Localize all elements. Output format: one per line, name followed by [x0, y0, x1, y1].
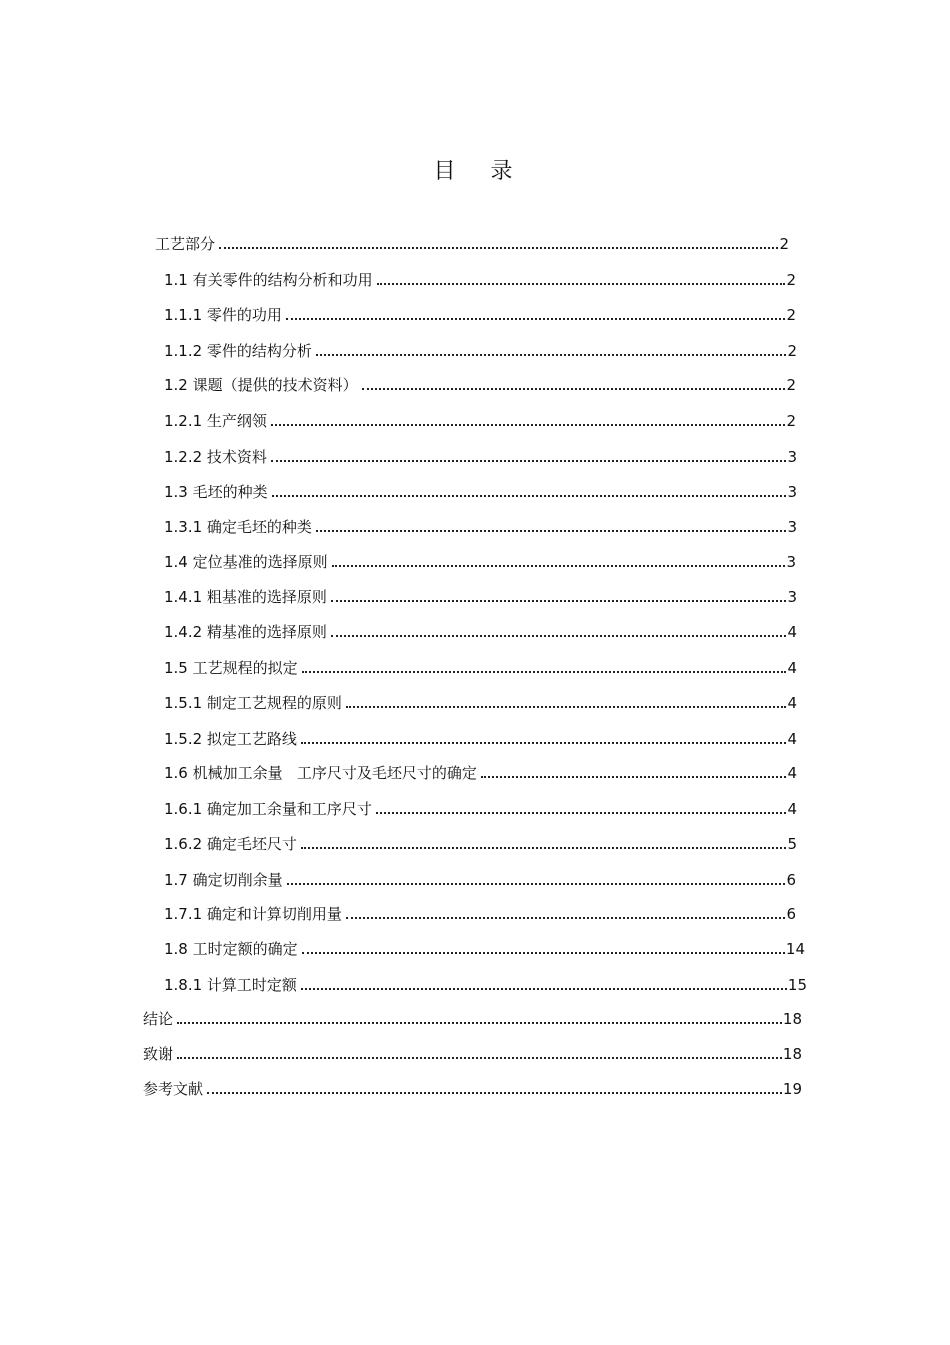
toc-title: 目 录	[433, 159, 527, 184]
toc-entry-label: 1.6.1 确定加工余量和工序尺寸	[164, 800, 372, 818]
dot-leader	[316, 354, 787, 356]
toc-entry[interactable]	[164, 729, 797, 749]
toc-entry[interactable]	[164, 834, 797, 854]
toc-entry-page: 4	[787, 764, 797, 782]
toc-entry-page: 6	[786, 871, 796, 889]
dot-leader	[331, 600, 787, 602]
toc-entry-label: 1.2 课题（提供的技术资料）	[164, 376, 358, 394]
toc-entry-label: 1.8 工时定额的确定	[164, 940, 298, 958]
toc-entry-label: 1.5.1 制定工艺规程的原则	[164, 694, 342, 712]
toc-entry[interactable]	[164, 375, 796, 395]
toc-entry-page: 15	[787, 976, 807, 994]
toc-entry-label: 1.2.1 生产纲领	[164, 412, 267, 430]
toc-entry-page: 14	[785, 940, 805, 958]
toc-entry-page: 2	[787, 342, 797, 360]
toc-entry-page: 6	[786, 905, 796, 923]
dot-leader	[332, 565, 786, 567]
toc-entry[interactable]	[164, 658, 797, 678]
toc-entry-page: 2	[779, 235, 789, 253]
toc-entry-label: 1.7 确定切削余量	[164, 871, 283, 889]
dot-leader	[271, 424, 786, 426]
dot-leader	[287, 883, 786, 885]
toc-entry-page: 18	[782, 1045, 802, 1063]
toc-entry[interactable]	[164, 552, 796, 572]
toc-entry-label: 1.8.1 计算工时定额	[164, 976, 297, 994]
toc-entry[interactable]	[164, 763, 797, 783]
toc-entry[interactable]	[164, 411, 796, 431]
toc-entry-label: 1.5 工艺规程的拟定	[164, 659, 298, 677]
dot-leader	[302, 952, 785, 954]
toc-entry-page: 2	[786, 412, 796, 430]
toc-entry[interactable]	[164, 270, 796, 290]
toc-entry-label: 1.3 毛坯的种类	[164, 483, 268, 501]
toc-entry-page: 3	[787, 518, 797, 536]
toc-entry-label: 1.4 定位基准的选择原则	[164, 553, 328, 571]
toc-entry[interactable]	[164, 305, 796, 325]
toc-entry[interactable]	[164, 622, 797, 642]
toc-entry-label: 1.7.1 确定和计算切削用量	[164, 905, 342, 923]
dot-leader	[301, 847, 787, 849]
dot-leader	[346, 917, 786, 919]
toc-entry-label: 致谢	[143, 1045, 174, 1063]
toc-entry-label: 1.4.1 粗基准的选择原则	[164, 588, 327, 606]
dot-leader	[177, 1057, 782, 1059]
dot-leader	[207, 1092, 782, 1094]
toc-entry[interactable]	[164, 693, 797, 713]
toc-entry-label: 1.6.2 确定毛坯尺寸	[164, 835, 297, 853]
dot-leader	[331, 635, 787, 637]
dot-leader	[286, 318, 786, 320]
toc-entry-label: 结论	[143, 1010, 174, 1028]
toc-entry[interactable]	[164, 870, 796, 890]
dot-leader	[177, 1022, 782, 1024]
toc-entry-label: 1.1 有关零件的结构分析和功用	[164, 271, 373, 289]
toc-entry-page: 4	[787, 659, 797, 677]
toc-entry[interactable]	[164, 482, 797, 502]
dot-leader	[301, 988, 787, 990]
toc-entry-page: 3	[787, 483, 797, 501]
toc-entry[interactable]	[164, 517, 797, 537]
dot-leader	[377, 283, 786, 285]
toc-entry[interactable]	[143, 1044, 802, 1064]
dot-leader	[316, 530, 787, 532]
toc-entry[interactable]	[143, 1079, 802, 1099]
toc-entry-page: 19	[782, 1080, 802, 1098]
toc-entry-label: 参考文献	[143, 1080, 204, 1098]
toc-entry-label: 1.2.2 技术资料	[164, 448, 267, 466]
toc-entry-page: 2	[786, 271, 796, 289]
toc-entry-label: 1.1.1 零件的功用	[164, 306, 282, 324]
toc-entry[interactable]	[155, 234, 789, 254]
toc-entry-label: 1.4.2 精基准的选择原则	[164, 623, 327, 641]
dot-leader	[362, 388, 786, 390]
dot-leader	[302, 671, 787, 673]
toc-entry[interactable]	[164, 799, 797, 819]
toc-entry-page: 3	[787, 448, 797, 466]
toc-entry-page: 18	[782, 1010, 802, 1028]
toc-entry-label: 1.5.2 拟定工艺路线	[164, 730, 297, 748]
toc-entry-label: 1.3.1 确定毛坯的种类	[164, 518, 312, 536]
toc-entry-label: 1.6 机械加工余量 工序尺寸及毛坯尺寸的确定	[164, 764, 477, 782]
toc-entry-page: 2	[786, 306, 796, 324]
dot-leader	[376, 812, 787, 814]
toc-entry-page: 4	[787, 730, 797, 748]
toc-entry[interactable]	[164, 587, 797, 607]
dot-leader	[346, 706, 787, 708]
toc-entry-page: 4	[787, 800, 797, 818]
toc-entry-page: 4	[787, 694, 797, 712]
dot-leader	[481, 776, 787, 778]
toc-entry[interactable]	[164, 939, 805, 959]
toc-entry[interactable]	[164, 447, 797, 467]
toc-entry-page: 5	[787, 835, 797, 853]
toc-entry-page: 3	[786, 553, 796, 571]
dot-leader	[219, 247, 778, 249]
dot-leader	[271, 460, 787, 462]
toc-entry[interactable]	[164, 904, 796, 924]
dot-leader	[301, 742, 787, 744]
toc-entry-page: 2	[786, 376, 796, 394]
dot-leader	[272, 495, 787, 497]
toc-entry-page: 3	[787, 588, 797, 606]
toc-entry-label: 工艺部分	[155, 235, 216, 253]
toc-entry[interactable]	[164, 975, 807, 995]
toc-entry[interactable]	[164, 341, 797, 361]
toc-entry-page: 4	[787, 623, 797, 641]
toc-entry-label: 1.1.2 零件的结构分析	[164, 342, 312, 360]
toc-entry[interactable]	[143, 1009, 802, 1029]
